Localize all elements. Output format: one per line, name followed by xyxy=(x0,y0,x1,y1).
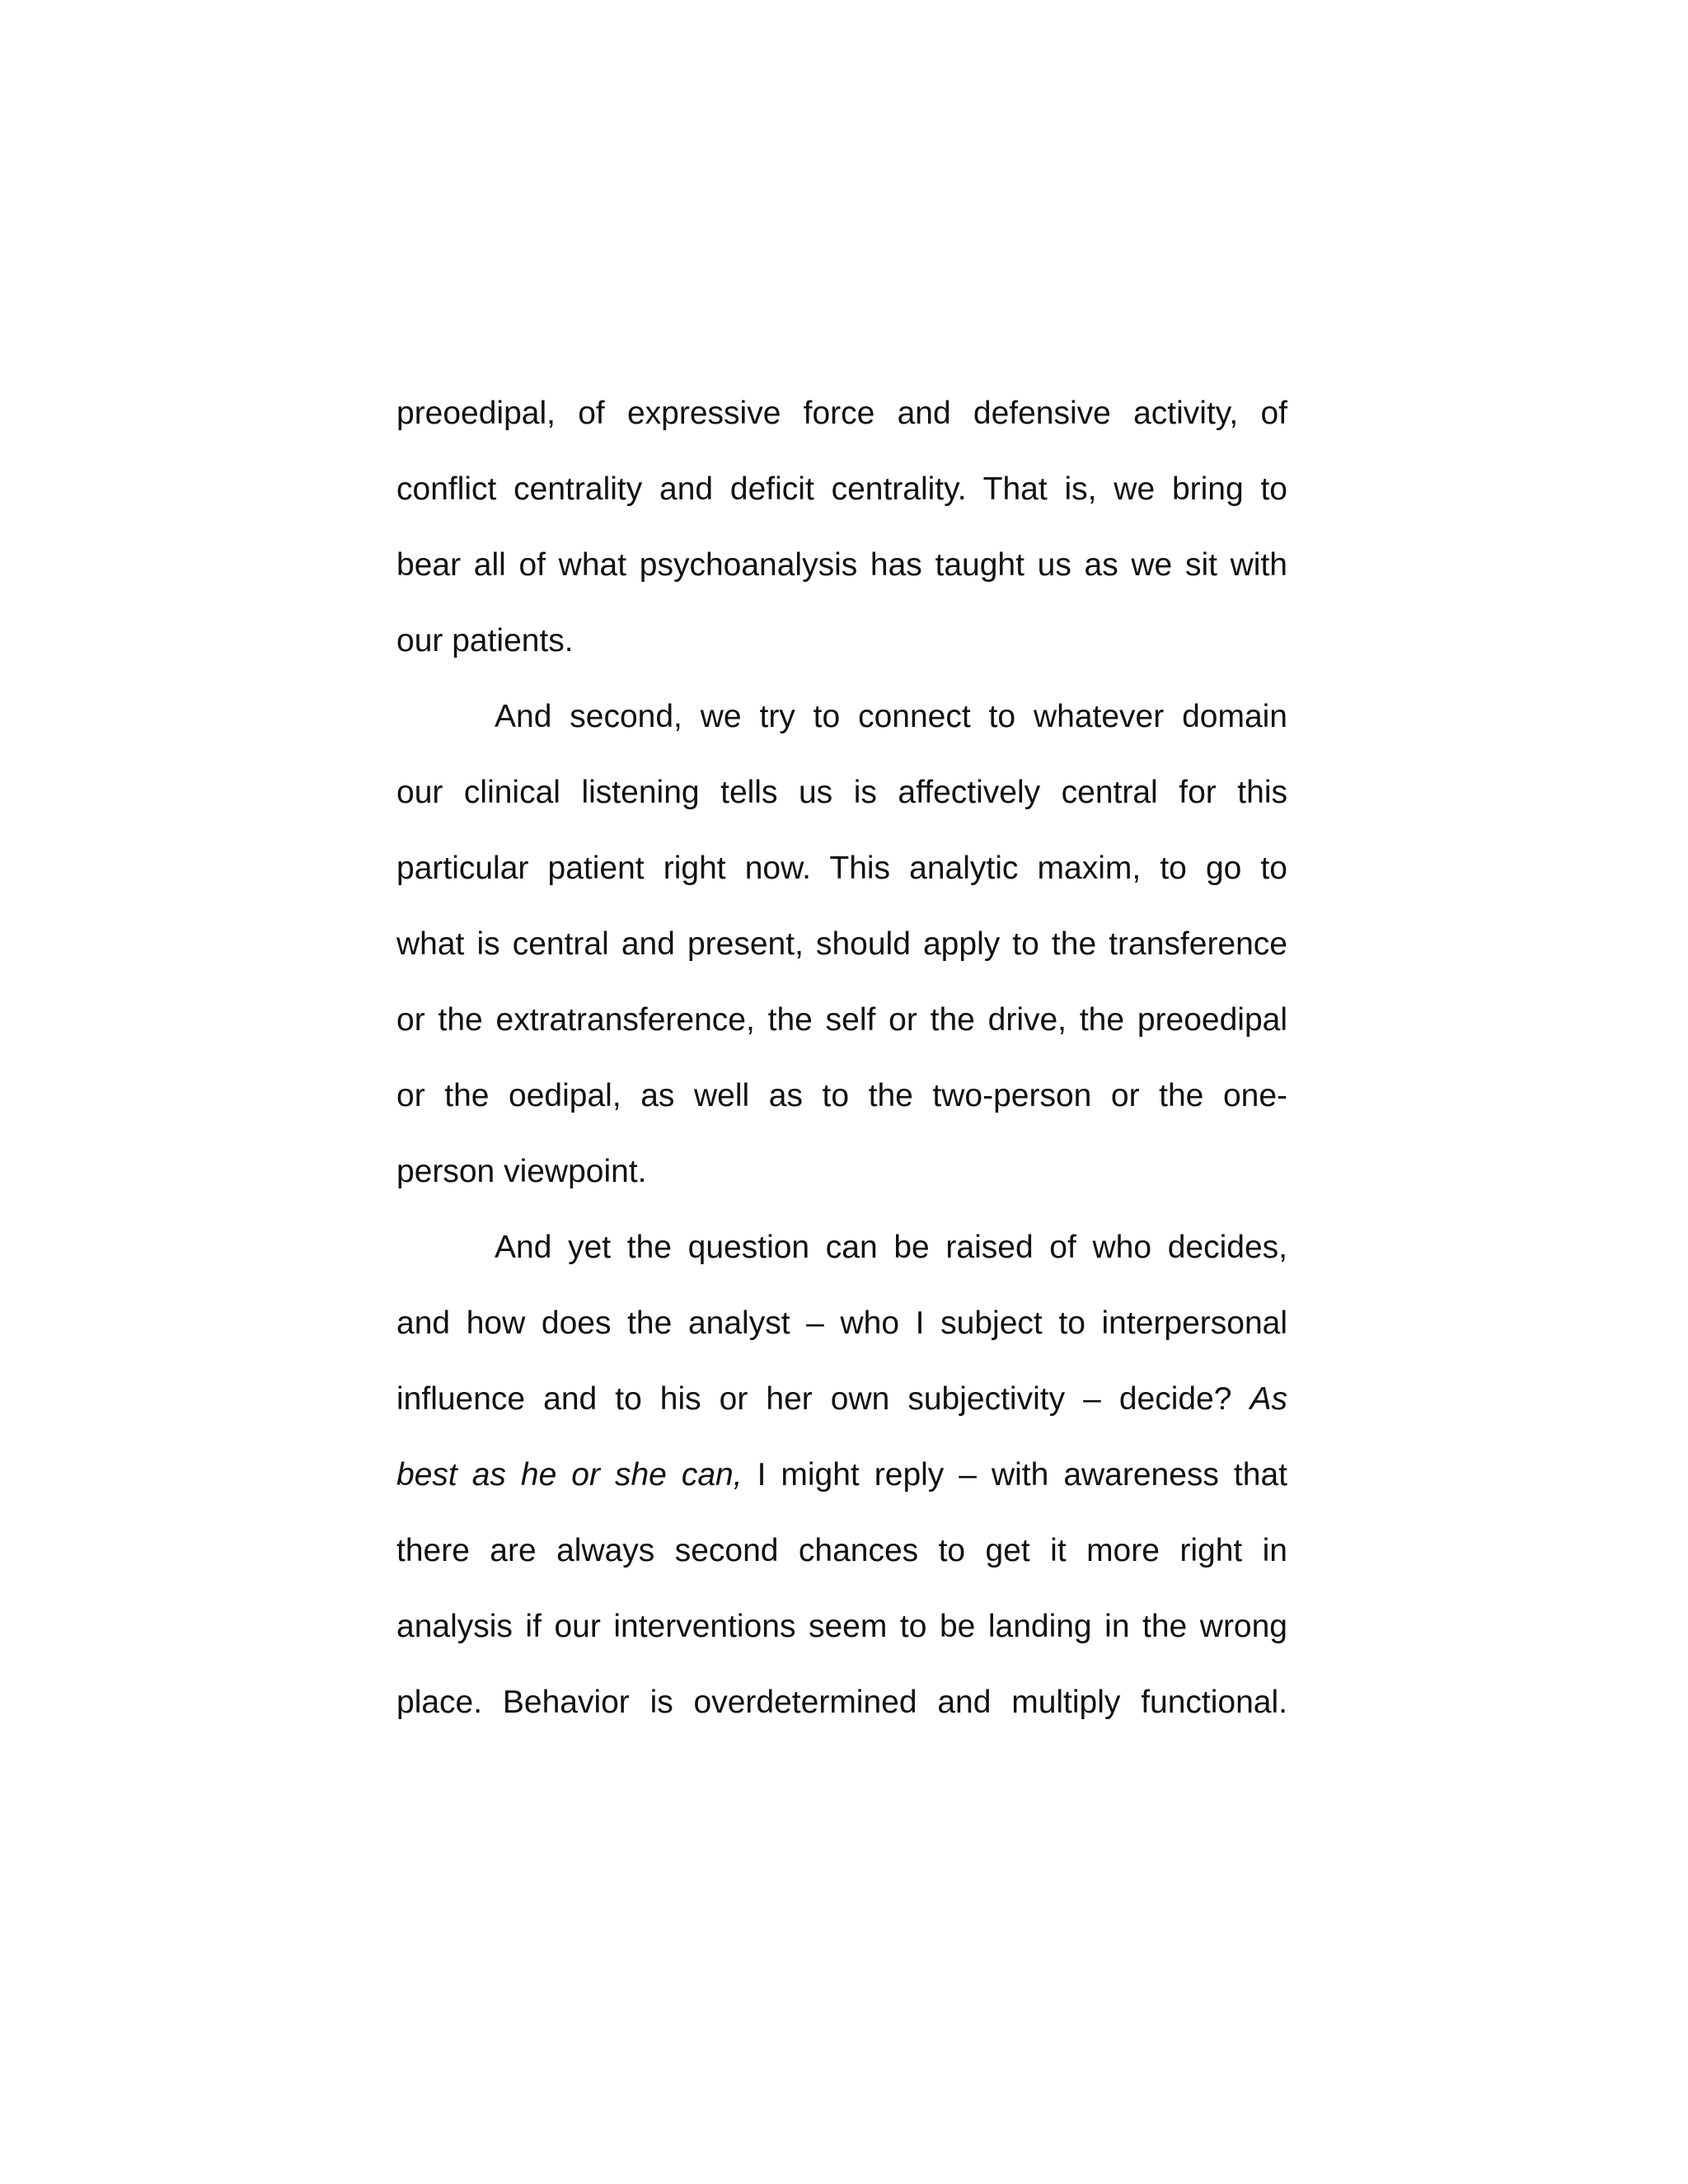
text-line: person viewpoint. xyxy=(396,1154,647,1189)
text-line: what is central and present, should apply to the transference xyxy=(396,926,1287,962)
text-line: preoedipal, of expressive force and defensive activity, of xyxy=(396,396,1287,431)
text-segment: influence and to his or her own subjectivity – decide? xyxy=(396,1381,1232,1417)
text-line: or the extratransference, the self or the drive, the preoedipal xyxy=(396,1002,1287,1038)
paragraph-3 xyxy=(396,1210,1287,1741)
text-line: or the oedipal, as well as to the two-person or the one- xyxy=(396,1078,1287,1113)
text-line-mixed xyxy=(396,1361,1287,1437)
text-line: and how does the analyst – who I subject to interpersonal xyxy=(396,1305,1287,1341)
text-line: particular patient right now. This analytic maxim, to go to xyxy=(396,851,1287,886)
text-line: place. Behavior is overdetermined and multiply functional. xyxy=(396,1685,1287,1720)
text-line: And yet the question can be raised of who decides, xyxy=(495,1230,1287,1265)
text-line: And second, we try to connect to whatever domain xyxy=(495,699,1287,734)
italic-text-segment: best as he or she can, xyxy=(396,1457,743,1493)
text-line: bear all of what psychoanalysis has taught us as we sit with xyxy=(396,547,1287,583)
paragraph-2 xyxy=(396,679,1287,1210)
text-segment: I might reply – with awareness that xyxy=(757,1457,1287,1493)
text-line: conflict centrality and deficit centrality. That is, we bring to xyxy=(396,471,1287,507)
text-line-mixed xyxy=(396,1437,1287,1513)
body-text xyxy=(396,376,1287,1741)
text-line: our patients. xyxy=(396,623,574,658)
text-line: analysis if our interventions seem to be landing in the wrong xyxy=(396,1609,1287,1644)
paragraph-1 xyxy=(396,376,1287,679)
text-line: there are always second chances to get it more right in xyxy=(396,1533,1287,1568)
text-line: our clinical listening tells us is affectively central for this xyxy=(396,775,1287,810)
italic-text-segment: As xyxy=(1250,1381,1287,1417)
